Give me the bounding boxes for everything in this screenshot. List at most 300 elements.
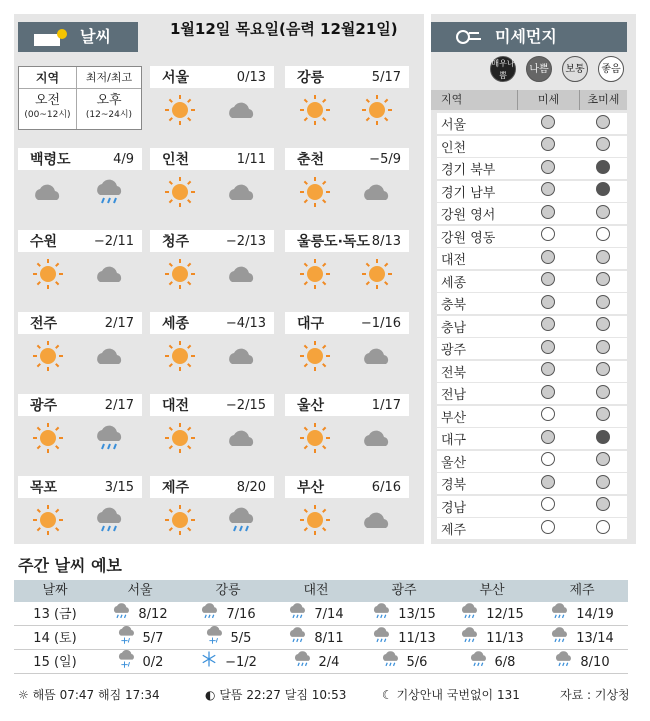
dust-pm10-cell [517,250,579,268]
dust-region: 강원 영서 [441,208,496,223]
city-header [150,476,274,498]
dust-region: 인천 [441,140,467,156]
city-temp: 6/16 [371,479,401,495]
pm25-dot [596,497,610,511]
city-icons [150,334,274,378]
rain-icon [94,422,126,458]
dust-pm25-cell [579,407,627,425]
dust-row [437,406,627,427]
rain-icon [554,649,574,677]
weekly-temp: 0/2 [142,654,164,670]
weekly-cell [360,628,448,649]
city-header [285,66,409,88]
dust-pm25-cell [579,452,627,470]
city-icons [150,170,274,214]
snowrain-icon [117,649,137,677]
pm10-dot [541,205,555,219]
city-card [285,148,409,214]
sun-icon [299,340,331,376]
sun-icon [164,340,196,376]
city-header [285,394,409,416]
pm25-dot [596,227,610,241]
weather-title-bar [18,22,138,52]
weekly-cell [448,628,536,649]
city-temp: 1/17 [371,397,401,413]
pm25-dot [596,272,610,286]
weekly-header [14,580,628,602]
legend-region: 지역 [19,67,77,88]
weekly-header-cell: 날짜 [42,583,68,598]
dust-pm10-cell [517,520,579,538]
dust-pm25-cell [579,497,627,515]
rain-icon [94,504,126,540]
dust-region: 경기 남부 [441,185,496,201]
legend-am [19,89,77,129]
weekly-cell [536,604,628,625]
pm10-dot [541,115,555,129]
city-temp: −1/16 [360,315,401,331]
pm25-dot [596,115,610,129]
city-temp: 0/13 [236,69,266,85]
weekly-cell [536,628,628,649]
weekly-temp: 13/14 [576,630,614,646]
pm25-dot [596,182,610,196]
pm10-dot [541,452,555,466]
dust-pm10-cell [517,205,579,223]
moonset-label: 달짐 [284,688,308,702]
dust-region: 울산 [441,455,467,471]
dust-region: 전남 [441,388,467,403]
weekly-temp: 12/15 [486,606,524,622]
sunrise-label: 해뜸 [32,688,56,702]
rain-icon [94,176,126,212]
pm25-dot [596,340,610,354]
dust-pm25-cell [579,385,627,403]
weekly-cell [96,652,184,673]
dust-pm25-cell [579,295,627,313]
cloud-icon [32,176,64,212]
rain-icon [293,649,313,677]
dust-region: 세종 [441,275,467,291]
pm10-dot [541,295,555,309]
dust-pm10-cell [517,227,579,245]
pm25-dot [596,385,610,399]
city-card [18,230,142,296]
city-card [285,312,409,378]
city-header [150,230,274,252]
city-icons [18,416,142,460]
weekly-title: 주간 날씨 예보 [18,556,122,575]
dust-pm25-cell [579,475,627,493]
city-header [285,230,409,252]
cloud-icon [361,340,393,376]
weather-logo-icon [32,26,72,48]
city-name: 전주 [30,316,58,332]
sun-icon [32,422,64,458]
moonrise-time: 22:27 [246,688,281,702]
dust-pm10-cell [517,295,579,313]
dust-row [437,383,627,404]
weekly-cell [272,628,360,649]
sun-icon [164,94,196,130]
city-card [150,394,274,460]
hotline-text: 기상안내 국번없이 131 [396,688,520,702]
legend-pm-sub: (12~24시) [85,110,133,120]
weekly-temp: 5/5 [230,630,252,646]
cloud-icon [226,422,258,458]
sun-icon [164,422,196,458]
cloud-icon [94,258,126,294]
city-icons [18,498,142,542]
rain-icon [381,649,401,677]
city-card [285,66,409,132]
weekly-temp: 14/19 [576,606,614,622]
dust-row [437,248,627,269]
pm25-dot [596,317,610,331]
city-icons [150,416,274,460]
city-temp: 5/17 [371,69,401,85]
city-icons [18,252,142,296]
dust-region: 대전 [441,253,467,268]
legend-pm-label: 오후 [96,93,122,108]
city-name: 울릉도·독도 [297,234,370,250]
city-card [285,394,409,460]
dust-pm10-cell [517,475,579,493]
dust-pm10-cell [517,407,579,425]
weekly-cell [360,652,448,673]
city-name: 수원 [30,234,58,250]
city-icons [285,498,409,542]
dust-row [437,518,627,539]
weekly-date: 14 (토) [33,631,77,646]
city-icons [285,170,409,214]
snow-icon [199,649,219,677]
weekly-header-cell: 서울 [127,583,153,598]
sun-icon [32,258,64,294]
city-header [150,148,274,170]
weekly-cell [184,652,272,673]
weekly-cell [184,628,272,649]
dust-pm10-cell [517,160,579,178]
city-icons [285,88,409,132]
pm25-dot [596,137,610,151]
dust-pm10-cell [517,272,579,290]
dust-legend-badge: 매우나쁨 [490,56,516,82]
pm10-dot [541,497,555,511]
pm25-dot [596,430,610,444]
pm10-dot [541,137,555,151]
weekly-header-cell: 광주 [391,583,417,598]
sun-icon [361,94,393,130]
sun-icon [299,94,331,130]
city-temp: −2/15 [225,397,266,413]
weekly-header-cell: 제주 [569,583,595,598]
weekly-temp: 2/4 [318,654,340,670]
cloud-icon [226,94,258,130]
pm10-dot [541,520,555,534]
weekly-row [14,652,628,674]
pm10-dot [541,160,555,174]
city-header [285,312,409,334]
city-header [150,66,274,88]
dust-pm25-cell [579,205,627,223]
sun-icon [299,422,331,458]
pm10-dot [541,272,555,286]
city-temp: 2/17 [104,315,134,331]
weekly-cell [360,604,448,625]
city-temp: −5/9 [369,151,401,167]
city-icons [285,334,409,378]
dust-row [437,271,627,292]
dust-row [437,496,627,517]
dust-legend-badge: 좋음 [598,56,624,82]
city-card [18,148,142,214]
city-name: 광주 [30,398,58,414]
weekly-cell [448,652,536,673]
city-icons [150,88,274,132]
crescent-icon: ☾ [382,688,393,702]
weekly-row [14,628,628,650]
weekly-date: 15 (일) [33,655,77,670]
weekly-temp: 5/7 [142,630,164,646]
city-temp: −2/11 [93,233,134,249]
dust-region: 대구 [441,433,467,448]
dust-row [437,428,627,449]
dust-pm25-cell [579,317,627,335]
dust-pm25-cell [579,227,627,245]
city-name: 울산 [297,398,325,414]
source-label: 자료 : 기상청 [560,688,630,702]
city-icons [285,252,409,296]
dust-pm25-cell [579,115,627,133]
dust-pm10-cell [517,137,579,155]
weather-title: 날씨 [80,27,111,46]
dust-region: 경북 [441,478,467,493]
dust-row [437,113,627,134]
city-name: 춘천 [297,152,325,168]
dust-region: 부산 [441,410,467,426]
pm25-dot [596,475,610,489]
city-header [18,394,142,416]
weekly-temp: 6/8 [494,654,516,670]
cloud-icon [226,340,258,376]
city-header [285,148,409,170]
city-card [150,476,274,542]
city-icons [285,416,409,460]
legend-am-label: 오전 [34,93,61,108]
dust-pm25-cell [579,160,627,178]
city-name: 백령도 [30,152,71,168]
cloud-icon [226,176,258,212]
dust-row [437,338,627,359]
city-temp: 1/11 [236,151,266,167]
dust-region: 충남 [441,320,467,336]
dust-header-pm10: 미세 [517,90,579,110]
sun-icon [299,504,331,540]
pm10-dot [541,182,555,196]
pm10-dot [541,340,555,354]
sun-icon [32,504,64,540]
dust-region: 서울 [441,118,467,133]
dust-row [437,136,627,157]
dust-pm10-cell [517,317,579,335]
dust-pm25-cell [579,362,627,380]
city-header [18,312,142,334]
date-label: 1월12일 목요일(음력 12월21일) [170,20,398,38]
dust-region: 전북 [441,365,467,381]
dust-row [437,316,627,337]
city-temp: 2/17 [104,397,134,413]
sunset-time: 17:34 [125,688,160,702]
legend-am-sub: (00~12시) [24,110,71,120]
city-temp: 4/9 [113,151,134,167]
dust-pm10-cell [517,362,579,380]
dust-row [437,293,627,314]
city-header [18,476,142,498]
city-card [150,66,274,132]
sun-icon: ☼ [18,688,29,702]
city-card [150,312,274,378]
city-temp: 3/15 [104,479,134,495]
city-name: 목포 [30,480,58,496]
dust-title: 미세먼지 [495,27,557,46]
dust-logo-icon [451,27,483,47]
weekly-temp: 8/10 [580,654,610,670]
pm25-dot [596,407,610,421]
dust-pm10-cell [517,452,579,470]
dust-region: 제주 [441,523,467,538]
dust-region: 경기 북부 [441,163,496,178]
dust-region: 강원 영동 [441,230,496,246]
pm10-dot [541,227,555,241]
cloud-icon [361,176,393,212]
weekly-temp: 7/16 [226,606,256,622]
cloud-icon [226,258,258,294]
pm10-dot [541,475,555,489]
weekly-cell [272,604,360,625]
moonrise-label: 달뜸 [219,688,243,702]
city-temp: 8/20 [236,479,266,495]
moonset-time: 10:53 [311,688,347,702]
weekly-cell [536,652,628,673]
pm10-dot [541,407,555,421]
weekly-temp: 13/15 [398,606,436,622]
city-name: 대구 [297,316,325,332]
dust-pm25-cell [579,182,627,200]
pm25-dot [596,295,610,309]
city-card [150,230,274,296]
weekly-temp: 8/12 [138,606,168,622]
dust-row [437,158,627,179]
legend-minmax: 최저/최고 [85,71,133,84]
weekly-cell [448,604,536,625]
sun-info [18,686,160,703]
city-name: 세종 [162,316,190,332]
city-name: 제주 [162,480,190,496]
pm10-dot [541,317,555,331]
dust-pm25-cell [579,272,627,290]
dust-header-pm25: 초미세 [579,90,627,110]
moon-icon: ◐ [205,688,216,702]
dust-pm25-cell [579,137,627,155]
pm10-dot [541,385,555,399]
weekly-temp: −1/2 [225,654,257,670]
dust-pm25-cell [579,340,627,358]
weekly-temp: 5/6 [406,654,428,670]
city-name: 서울 [162,70,190,86]
dust-pm25-cell [579,250,627,268]
dust-pm10-cell [517,340,579,358]
city-header [18,230,142,252]
city-icons [18,170,142,214]
city-header [285,476,409,498]
city-name: 강릉 [297,70,325,86]
city-temp: 8/13 [371,233,401,249]
city-card [285,476,409,542]
city-card [285,230,409,296]
weekly-temp: 11/13 [486,630,524,646]
weekly-cell [96,628,184,649]
weekly-temp: 11/13 [398,630,436,646]
rain-icon [469,649,489,677]
weekly-header-cell: 강릉 [215,583,241,598]
dust-pm10-cell [517,430,579,448]
city-header [150,312,274,334]
hotline-info [382,686,520,703]
dust-pm10-cell [517,497,579,515]
pm25-dot [596,160,610,174]
cloud-icon [361,422,393,458]
sun-icon [164,176,196,212]
sun-icon [361,258,393,294]
city-card [18,394,142,460]
pm25-dot [596,250,610,264]
city-temp: −2/13 [225,233,266,249]
city-header [150,394,274,416]
city-card [18,476,142,542]
city-header [18,148,142,170]
dust-pm25-cell [579,520,627,538]
cloud-icon [361,504,393,540]
pm25-dot [596,520,610,534]
city-name: 부산 [297,480,325,496]
sunrise-time: 07:47 [59,688,95,702]
pm25-dot [596,452,610,466]
dust-row [437,473,627,494]
rain-icon [226,504,258,540]
pm10-dot [541,430,555,444]
weekly-header-cell: 부산 [479,583,505,598]
city-card [18,312,142,378]
weekly-temp: 7/14 [314,606,344,622]
city-name: 인천 [162,152,190,168]
dust-pm25-cell [579,430,627,448]
weekly-cell [184,604,272,625]
dust-pm10-cell [517,115,579,133]
city-card [150,148,274,214]
pm10-dot [541,250,555,264]
dust-table-header [431,90,627,110]
sun-icon [164,258,196,294]
city-icons [150,252,274,296]
sun-icon [164,504,196,540]
legend-box [18,66,142,130]
city-icons [150,498,274,542]
moon-info [205,686,346,703]
dust-region: 경남 [441,500,467,516]
city-name: 대전 [162,398,190,414]
dust-pm10-cell [517,182,579,200]
